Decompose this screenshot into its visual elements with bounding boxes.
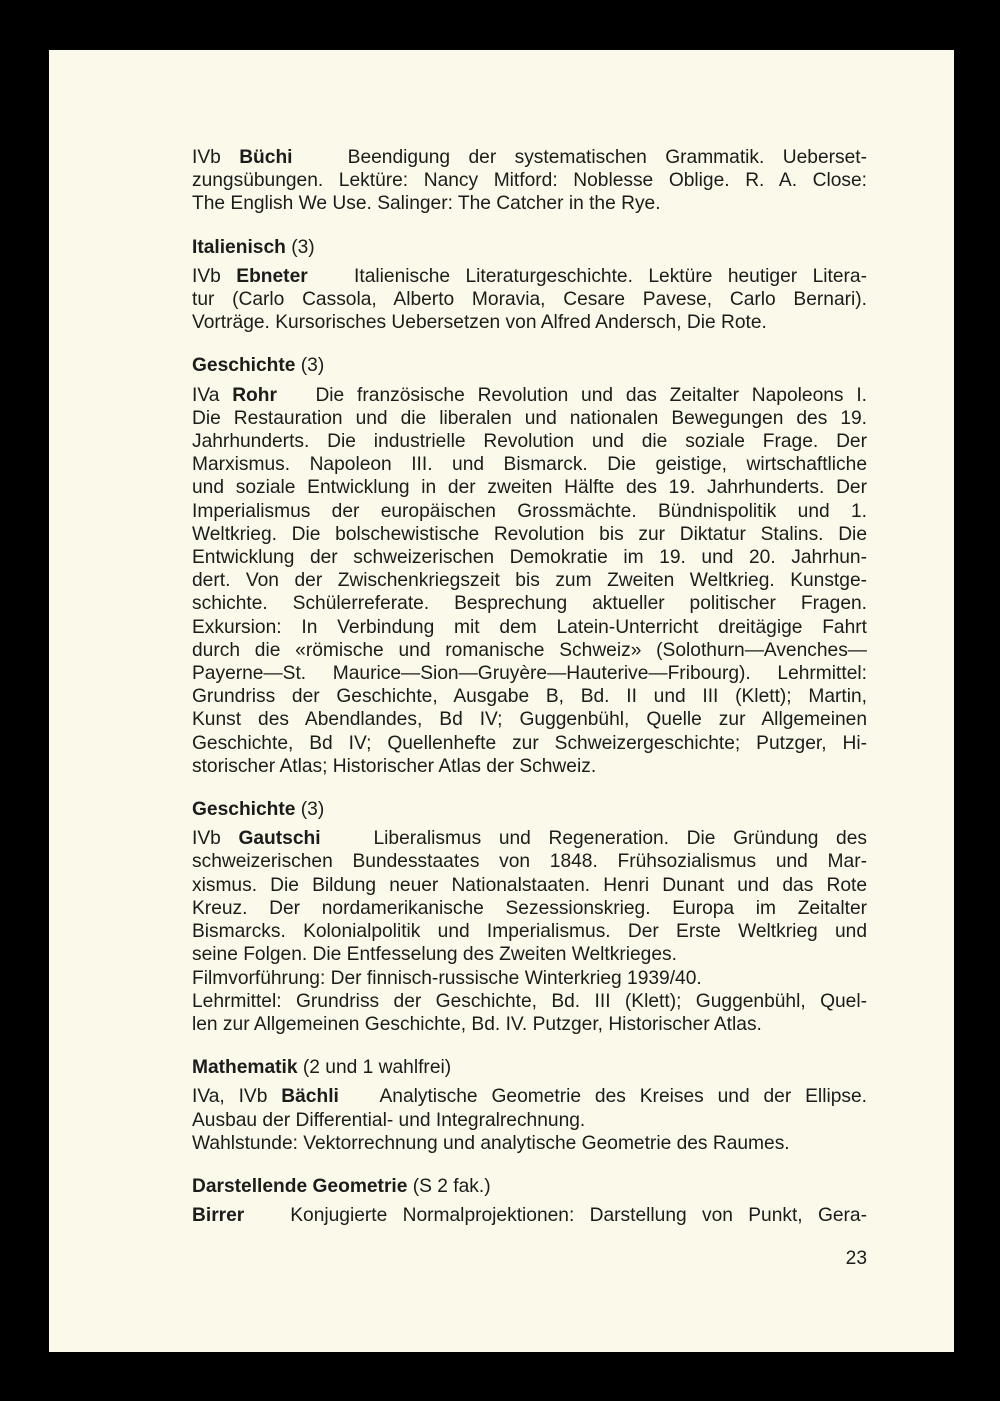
text-line: dert. Von der Zwischenkriegszeit bis zum Zweiten Weltkrieg. Kunstge- (192, 570, 867, 592)
text-line: xismus. Die Bildung neuer Nationalstaaten. Henri Dunant und das Rote (192, 874, 867, 896)
teacher-name: Ebneter (236, 265, 308, 287)
section-heading-mathematik: Mathematik (2 und 1 wahlfrei) (192, 1057, 452, 1079)
text-line: IVb Gautschi Liberalismus und Regeneration. Die Gründung des (192, 828, 867, 850)
text-line: The English We Use. Salinger: The Catcher in the Rye. (192, 193, 661, 215)
text-line: und soziale Entwicklung in der zweiten Hälfte des 19. Jahrhunderts. Der (192, 477, 867, 499)
english-buchi-paragraph (192, 146, 867, 216)
text-line: Birrer Konjugierte Normalprojektionen: Darstellung von Punkt, Gera- (192, 1205, 867, 1227)
section-heading-italienisch: Italienisch (3) (192, 236, 315, 258)
class-label: IVb (192, 147, 221, 168)
text-line: Vorträge. Kursorisches Uebersetzen von Alfred Andersch, Die Rote. (192, 312, 767, 334)
text-line: Weltkrieg. Die bolschewistische Revolution bis zur Diktatur Stalins. Die (192, 523, 867, 545)
class-label: IVa (192, 384, 220, 406)
text-line: storischer Atlas; Historischer Atlas der Schweiz. (192, 755, 597, 777)
text-line: durch die «römische und romanische Schweiz» (Solothurn—Avenches— (192, 639, 867, 661)
text-line: Jahrhunderts. Die industrielle Revolution und die soziale Frage. Der (192, 431, 867, 453)
text-line: Imperialismus der europäischen Grossmächte. Bündnispolitik und 1. (192, 500, 867, 522)
class-label: IVa, IVb (192, 1086, 268, 1108)
text-line: Payerne—St. Maurice—Sion—Gruyère—Hauterive—Fribourg). Lehrmittel: (192, 663, 867, 685)
document-page (49, 50, 954, 1352)
text-line: IVb Ebneter Italienische Literaturgeschichte. Lektüre heutiger Litera- (192, 265, 867, 287)
section-heading-geschichte-rohr: Geschichte (3) (192, 355, 325, 377)
teacher-name: Birrer (192, 1205, 245, 1227)
teacher-name: Gautschi (238, 828, 321, 850)
lehrmittel-line: Lehrmittel: Grundriss der Geschichte, Bd. III (Klett); Guggenbühl, Quel- (192, 990, 867, 1012)
page-content (192, 146, 867, 1227)
text-line: IVb Büchi Beendigung der systematischen Grammatik. Ueberset- (192, 147, 867, 168)
page-number: 23 (845, 1248, 867, 1269)
teacher-name: Büchi (239, 147, 293, 168)
teacher-name: Bächli (281, 1086, 339, 1108)
text-line: IVa Rohr Die französische Revolution und das Zeitalter Napoleons I. (192, 384, 867, 406)
text-line: Kreuz. Der nordamerikanische Sezessionskrieg. Europa im Zeitalter (192, 897, 867, 919)
text-line: seine Folgen. Die Entfesselung des Zweiten Weltkrieges. (192, 944, 677, 966)
text-line: Kunst des Abendlandes, Bd IV; Guggenbühl, Quelle zur Allgemeinen (192, 709, 867, 731)
italienisch-paragraph (192, 265, 867, 335)
section-heading-darstellende-geometrie: Darstellende Geometrie (S 2 fak.) (192, 1175, 491, 1197)
text-line: Exkursion: In Verbindung mit dem Latein-Unterricht dreitägige Fahrt (192, 616, 867, 638)
text-line: tur (Carlo Cassola, Alberto Moravia, Cesare Pavese, Carlo Bernari). (192, 289, 867, 311)
darstellende-geometrie-paragraph (192, 1204, 867, 1227)
geschichte-rohr-paragraph (192, 384, 867, 778)
section-heading-geschichte-gautschi: Geschichte (3) (192, 799, 325, 821)
text-line: Marxismus. Napoleon III. und Bismarck. Die geistige, wirtschaftliche (192, 454, 867, 476)
text-line: Grundriss der Geschichte, Ausgabe B, Bd. II und III (Klett); Martin, (192, 686, 867, 708)
text-line: Entwicklung der schweizerischen Demokratie im 19. und 20. Jahrhun- (192, 547, 867, 569)
text-line: IVa, IVb Bächli Analytische Geometrie des Kreises und der Ellipse. (192, 1086, 867, 1108)
text-line: Die Restauration und die liberalen und nationalen Bewegungen des 19. (192, 407, 867, 429)
text-line: Geschichte, Bd IV; Quellenhefte zur Schweizergeschichte; Putzger, Hi- (192, 732, 867, 754)
film-line: Filmvorführung: Der finnisch-russische Winterkrieg 1939/40. (192, 967, 702, 989)
geschichte-gautschi-paragraph (192, 827, 867, 1036)
text-line: Bismarcks. Kolonialpolitik und Imperialismus. Der Erste Weltkrieg und (192, 921, 867, 943)
class-label: IVb (192, 265, 221, 287)
wahlstunde-line: Wahlstunde: Vektorrechnung und analytische Geometrie des Raumes. (192, 1132, 790, 1154)
text-line: Ausbau der Differential- und Integralrechnung. (192, 1109, 586, 1131)
text-line: zungsübungen. Lektüre: Nancy Mitford: Noblesse Oblige. R. A. Close: (192, 170, 867, 192)
text-line: schweizerischen Bundesstaates von 1848. Frühsozialismus und Mar- (192, 851, 867, 873)
lehrmittel-line: len zur Allgemeinen Geschichte, Bd. IV. Putzger, Historischer Atlas. (192, 1013, 762, 1035)
mathematik-paragraph (192, 1085, 867, 1155)
teacher-name: Rohr (232, 384, 277, 406)
text-line: schichte. Schülerreferate. Besprechung aktueller politischer Fragen. (192, 593, 867, 615)
class-label: IVb (192, 828, 221, 850)
